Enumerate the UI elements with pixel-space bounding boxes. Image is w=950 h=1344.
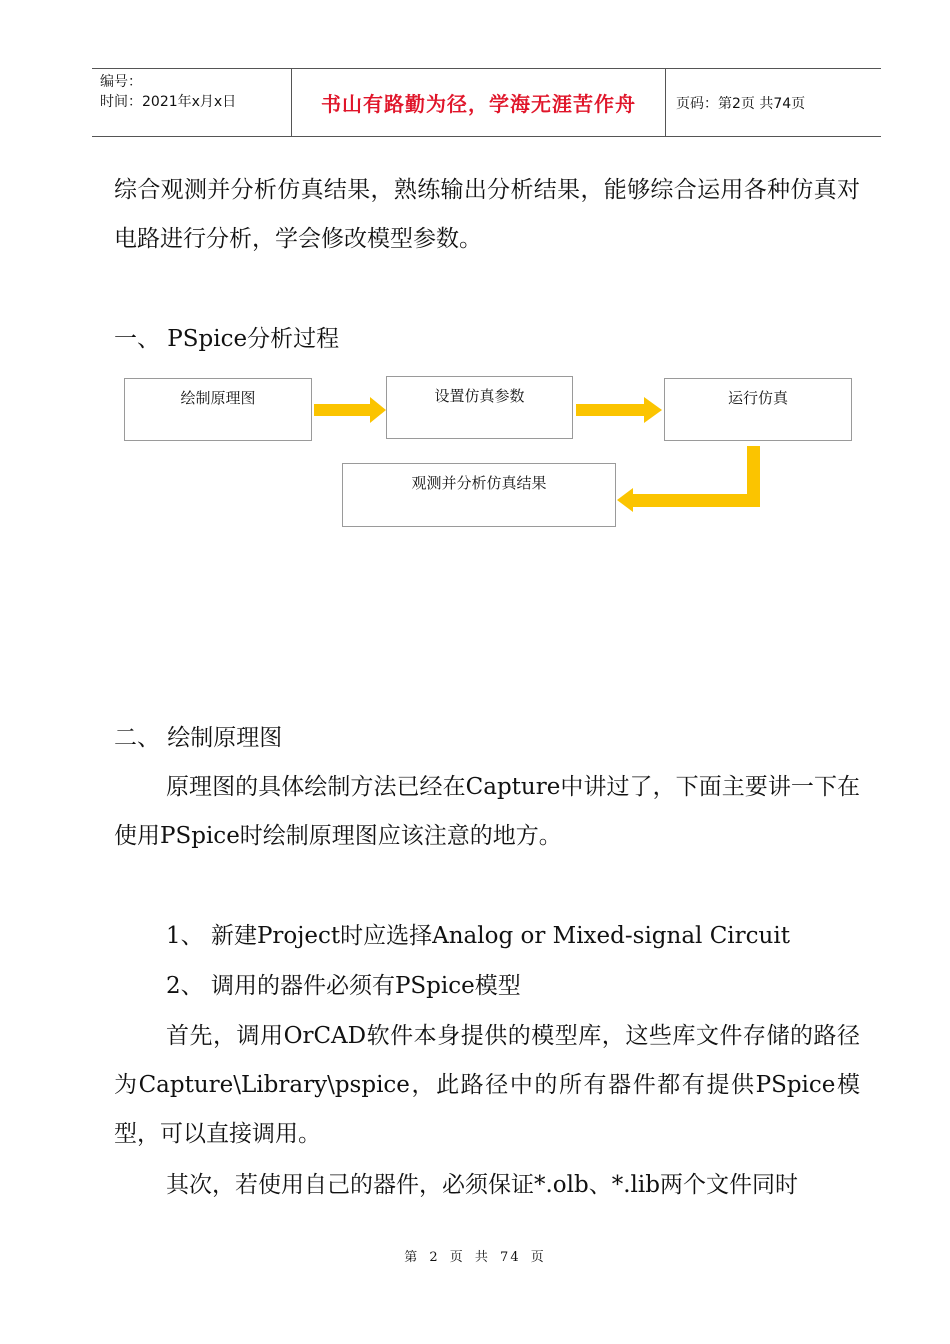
header-page-info: 页码：第2页 共74页 [676,95,806,112]
list-item-2: 2、 调用的器件必须有PSpice模型 [166,973,521,999]
flow-step-draw-schematic: 绘制原理图 [124,378,312,441]
flow-step-run-simulation: 运行仿真 [664,378,852,441]
arrow-3 [617,446,760,512]
paragraph-capture-note: 原理图的具体绘制方法已经在Capture中讲过了，下面主要讲一下在使用PSpice时绘制原理图应该注意的地方。 [114,774,860,849]
paragraph-library-path: 首先，调用OrCAD软件本身提供的模型库，这些库文件存储的路径为Capture\Library\pspice，此路径中的所有器件都有提供PSpice模型，可以直接调用。 [114,1023,860,1147]
flow-step-set-parameters: 设置仿真参数 [386,376,573,439]
page-footer: 第 2 页 共 74 页 [404,1250,546,1265]
list-item-1: 1、 新建Project时应选择Analog or Mixed-signal Circuit [166,923,790,949]
intro-paragraph: 综合观测并分析仿真结果，熟练输出分析结果，能够综合运用各种仿真对电路进行分析，学会修改模型参数。 [114,177,860,252]
arrow-2 [576,397,662,423]
section-1-title: 一、 PSpice分析过程 [114,326,340,352]
time-label: 时间：2021年x月x日 [100,94,237,110]
header-motto: 书山有路勤为径，学海无涯苦作舟 [292,69,666,136]
section-2-title: 二、 绘制原理图 [114,725,283,751]
paragraph-own-parts: 其次，若使用自己的器件，必须保证*.olb、*.lib两个文件同时 [166,1172,798,1198]
flow-step-analyze-results: 观测并分析仿真结果 [342,463,616,527]
arrow-1 [314,397,386,423]
number-label: 编号： [100,74,142,90]
